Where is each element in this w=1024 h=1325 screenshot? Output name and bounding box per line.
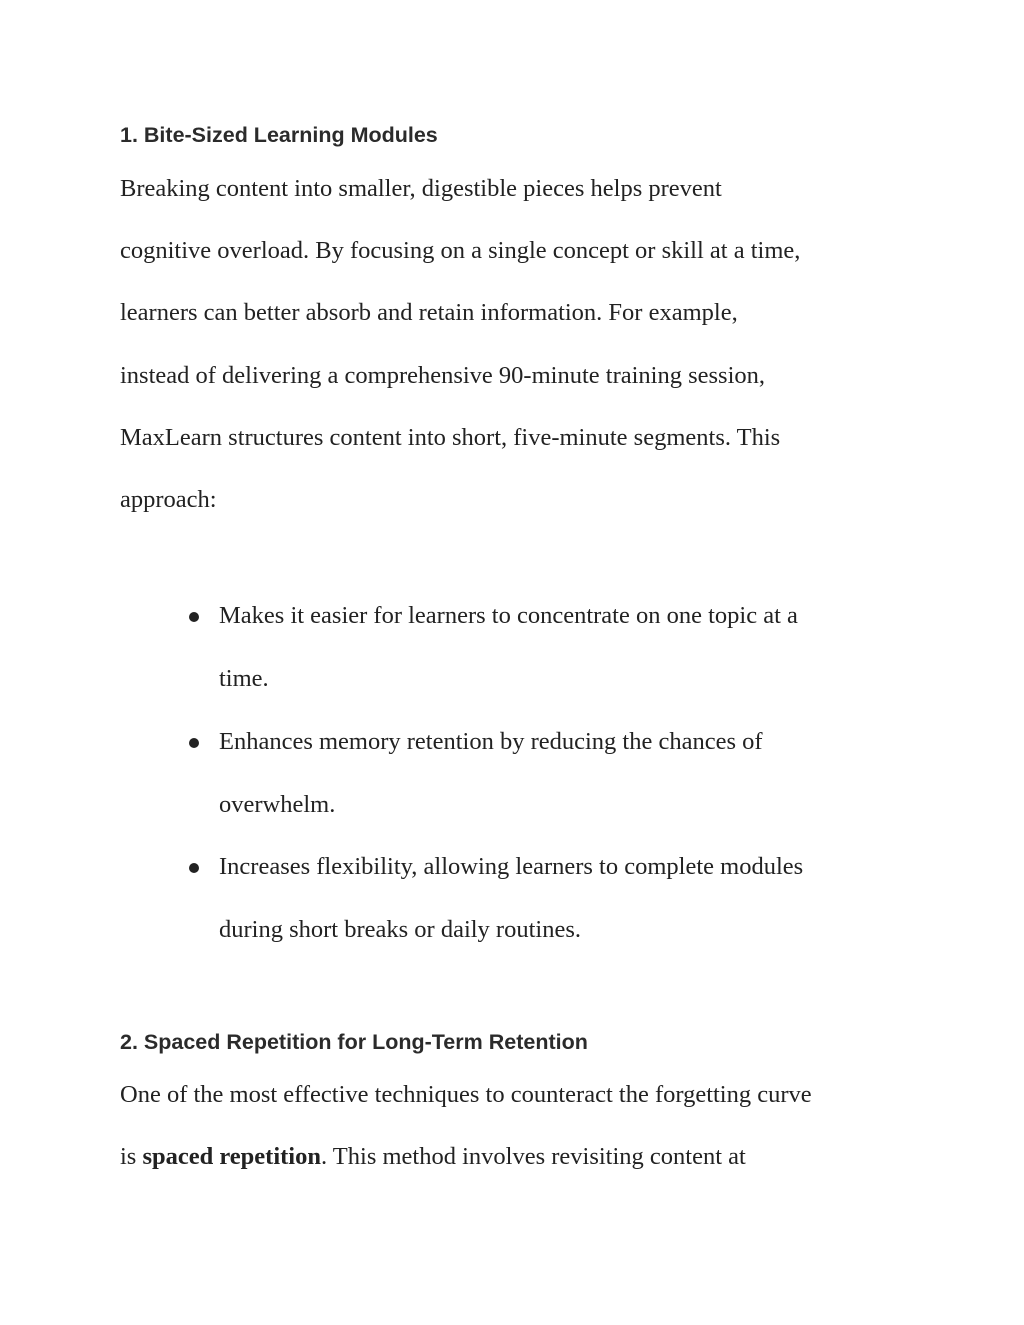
list-item-line: overwhelm. [219, 791, 336, 818]
bullet-icon [189, 863, 199, 873]
bullet-icon [189, 738, 199, 748]
section-1-paragraph-line: learners can better absorb and retain information. For example, [120, 299, 738, 326]
spaced-repetition-term: spaced repetition [142, 1143, 321, 1170]
section-1-heading: 1. Bite-Sized Learning Modules [120, 123, 438, 147]
bullet-icon [189, 612, 199, 622]
section-2-heading: 2. Spaced Repetition for Long-Term Retention [120, 1030, 588, 1054]
line-suffix: . This method involves revisiting content at [321, 1143, 746, 1170]
list-item-line: Enhances memory retention by reducing the chances of [219, 728, 763, 755]
line-prefix: is [120, 1143, 143, 1170]
list-item-line: time. [219, 665, 269, 692]
section-1-paragraph-line: MaxLearn structures content into short, five-minute segments. This [120, 424, 781, 451]
list-item-line: Increases flexibility, allowing learners to complete modules [219, 853, 804, 880]
section-1-paragraph-line: Breaking content into smaller, digestible pieces helps prevent [120, 175, 722, 202]
section-1-paragraph-line: instead of delivering a comprehensive 90-minute training session, [120, 362, 766, 389]
section-1-paragraph-line: cognitive overload. By focusing on a single concept or skill at a time, [120, 237, 801, 264]
list-item-line: Makes it easier for learners to concentrate on one topic at a [219, 602, 798, 629]
list-item-line: during short breaks or daily routines. [219, 916, 581, 943]
section-1-paragraph-line: approach: [120, 486, 217, 513]
section-2-paragraph-line: One of the most effective techniques to counteract the forgetting curve [120, 1081, 812, 1108]
section-2-paragraph-line [120, 1141, 746, 1173]
